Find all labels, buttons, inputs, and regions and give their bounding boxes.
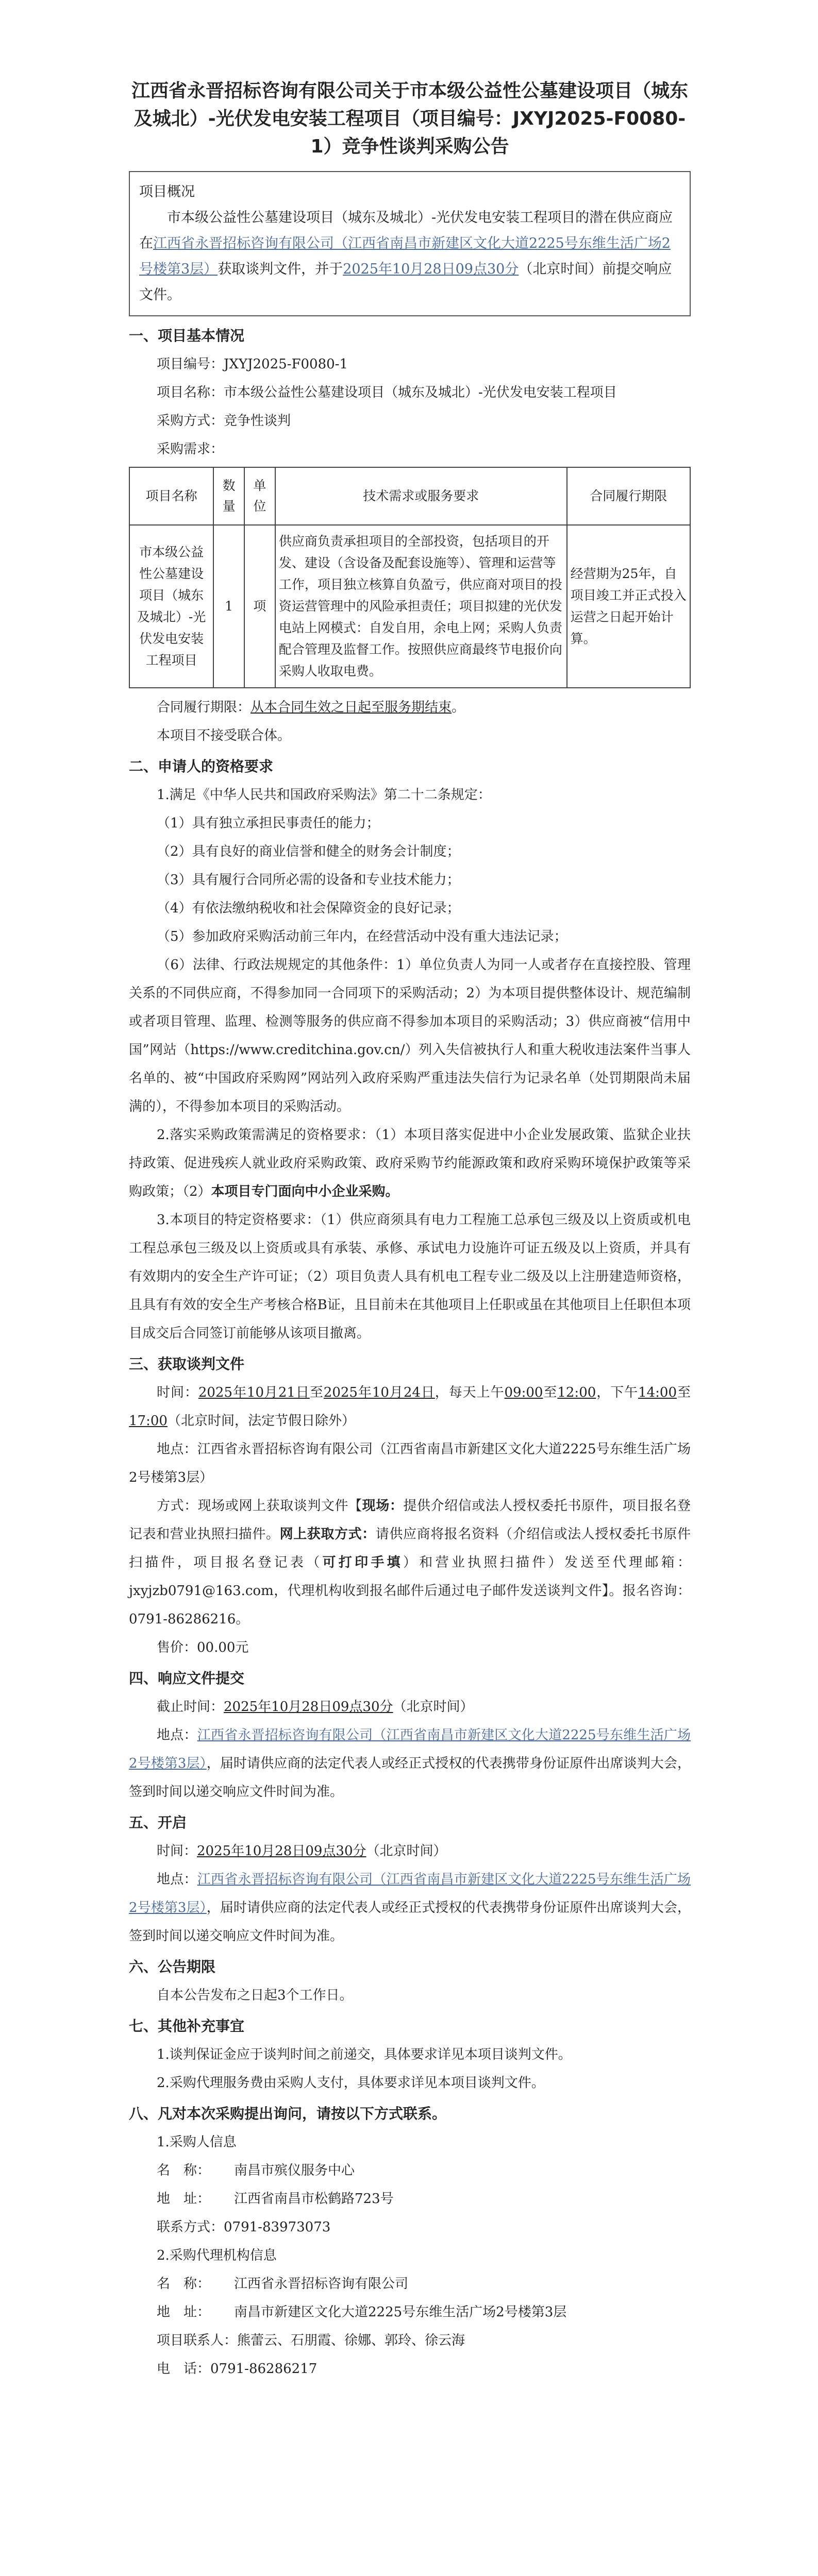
obtain-mode-text: 请供应商将报名资料（介绍信或法人授权委托书原件扫描件，项目报名登记表（	[129, 1527, 691, 1570]
announcement	[129, 77, 691, 2383]
page-title: 江西省永晋招标咨询有限公司关于市本级公益性公墓建设项目（城东及城北）-光伏发电安装工程项目（项目编号：JXYJ2025-F0080-1）竞争性谈判采购公告	[131, 80, 688, 157]
qualification-item: （3）具有履行合同所必需的设备和专业技术能力；	[157, 872, 460, 888]
overview-location: 江西省永晋招标咨询有限公司（江西省南昌市新建区文化大道2225号东维生活广场2号楼第3层）	[139, 235, 671, 277]
consortium-note: 本项目不接受联合体。	[157, 728, 291, 743]
table-cell-unit: 项	[244, 525, 275, 688]
obtain-mode-text: ）和营业执照扫描件）发送至代理邮箱：jxyjzb0791@163.com，代理机构收到报名邮件后通过电子邮件发送谈判文件】。报名咨询：0791-86286216。	[129, 1555, 691, 1627]
section-7-heading: 七、其他补充事宜	[129, 2018, 245, 2035]
obtain-hour: 09:00	[504, 1385, 543, 1400]
section-4-heading: 四、响应文件提交	[129, 1670, 245, 1687]
agent-phone: 电 话：0791-86286217	[157, 2361, 318, 2377]
section-3-heading: 三、获取谈判文件	[129, 1355, 245, 1372]
place-note: ，届时请供应商的法定代表人或经正式授权的代表携带身份证原件出席谈判大会，签到时间以递交响应文件时间为准。	[129, 1756, 691, 1800]
table-cell-name: 市本级公益性公墓建设项目（城东及城北）-光伏发电安装工程项目	[129, 525, 213, 688]
obtain-time-text: 至	[677, 1385, 691, 1400]
buyer-contact: 联系方式：0791-83973073	[157, 2219, 331, 2235]
deadline-tz: （北京时间）	[393, 1699, 474, 1715]
overview-text	[139, 205, 680, 308]
overview-text-part: （北京时间）前提交响应文件。	[139, 261, 672, 303]
buyer-name	[129, 2157, 691, 2185]
opening-place	[129, 1866, 691, 1951]
deadline-label: 截止时间：	[157, 1699, 224, 1715]
notice-period: 自本公告发布之日起3个工作日。	[157, 1988, 353, 2003]
place-address: 江西省永晋招标咨询有限公司（江西省南昌市新建区文化大道2225号东维生活广场2号楼第3层）	[129, 1872, 691, 1916]
opening-time-label: 时间：	[157, 1843, 197, 1859]
obtain-mode-handwrite-note: 可打印手填	[322, 1555, 403, 1570]
qualification-item: （2）具有良好的商业信誉和健全的财务会计制度；	[157, 844, 460, 859]
overview-heading: 项目概况	[139, 184, 195, 200]
obtain-place: 地点：江西省永晋招标咨询有限公司（江西省南昌市新建区文化大道2225号东维生活广场2号楼第3层）	[129, 1442, 691, 1485]
table-header-cell: 单位	[244, 467, 275, 525]
qualification-item: （1）具有独立承担民事责任的能力；	[157, 816, 380, 831]
qualification-item: （4）有依法缴纳税收和社会保障资金的良好记录；	[157, 901, 460, 916]
procurement-method: 采购方式：竞争性谈判	[157, 413, 291, 429]
agent-name-value: 江西省永晋招标咨询有限公司	[234, 2276, 409, 2292]
submission-deadline	[129, 1693, 691, 1721]
obtain-mode-online-label: 网上获取方式：	[279, 1527, 376, 1542]
place-label: 地点：	[157, 1872, 197, 1887]
contract-period-end: 。	[452, 700, 465, 715]
agent-name-label: 名 称：	[157, 2276, 211, 2292]
procurement-demand-label: 采购需求：	[157, 442, 224, 457]
obtain-time-text: 时间：	[157, 1385, 198, 1400]
agent-address-value: 南昌市新建区文化大道2225号东维生活广场2号楼第3层	[234, 2304, 567, 2320]
sme-only-note: 本项目专门面向中小企业采购。	[211, 1184, 399, 1199]
obtain-hour: 17:00	[129, 1413, 168, 1429]
agent-contact-persons: 项目联系人：熊蕾云、石朋霞、徐娜、郭玲、徐云海	[157, 2333, 465, 2348]
place-note: ，届时请供应商的法定代表人或经正式授权的代表携带身份证原件出席谈判大会，签到时间以递交响应文件时间为准。	[129, 1900, 691, 1944]
place-label: 地点：	[157, 1727, 197, 1743]
obtain-mode-text: 方式：现场或网上获取谈判文件【	[157, 1498, 362, 1514]
table-cell-requirement: 供应商负责承担项目的全部投资，包括项目的开发、建设（含设备及配套设施等）、管理和运营等工作，项目独立核算自负盈亏，供应商对项目的投资运营管理中的风险承担责任；项目拟建的光伏发电站上网模式：自发自用，余电上网；采购人负责配合管理及监督工作。按照供应商最终节电报价向采购人收取电费。	[275, 525, 567, 688]
opening-time	[129, 1837, 691, 1866]
project-name: 项目名称：市本级公益性公墓建设项目（城东及城北）-光伏发电安装工程项目	[157, 385, 617, 400]
buyer-name-label: 名 称：	[157, 2163, 211, 2178]
obtain-mode-text: 提供介绍信或法人授权委托书原件，项目报名登记表和营业执照扫描件。	[129, 1498, 691, 1542]
table-header-cell: 数量	[213, 467, 244, 525]
obtain-time-text: （北京时间，法定节假日除外）	[167, 1413, 355, 1429]
agent-name	[129, 2270, 691, 2298]
contract-period	[129, 693, 691, 722]
opening-tz: （北京时间）	[366, 1843, 447, 1859]
obtain-time	[129, 1379, 691, 1435]
project-code: 项目编号：JXYJ2025-F0080-1	[157, 357, 348, 372]
project-overview-box	[129, 171, 691, 316]
agent-heading: 2.采购代理机构信息	[157, 2248, 277, 2263]
table-header-cell: 合同履行期限	[567, 467, 690, 525]
obtain-mode-onsite-label: 现场：	[362, 1498, 404, 1514]
buyer-address	[129, 2185, 691, 2213]
section-8-heading: 八、凡对本次采购提出询问，请按以下方式联系。	[129, 2105, 447, 2122]
opening-date: 2025年10月28日09点30分	[197, 1843, 366, 1859]
qualification-item: （6）法律、行政法规规定的其他条件：1）单位负责人为同一人或者存在直接控股、管理关系的不同供应商，不得参加同一合同项下的采购活动；2）为本项目提供整体设计、规范编制或者项目管理、监理、检测等服务的供应商不得参加本项目的采购活动；3）供应商被“信用中国”网站（https://www.creditchina.gov.cn/）列入失信被执行人和重大税收违法案件当事人名单的、被“中国政府采购网”网站列入政府采购严重违法失信行为记录名单（处罚期限尚未届满的），不得参加本项目的采购活动。	[129, 957, 691, 1114]
buyer-heading: 1.采购人信息	[157, 2134, 237, 2150]
table-cell-period: 经营期为25年，自项目竣工并正式投入运营之日起开始计算。	[567, 525, 690, 688]
policy-text: 2.落实采购政策需满足的资格要求：（1）本项目落实促进中小企业发展政策、监狱企业扶持政策、促进残疾人就业政府采购政策、政府采购节约能源政策和政府采购环境保护政策等采购政策；（2）	[129, 1127, 691, 1199]
overview-text-part: 市本级公益性公墓建设项目（城东及城北）-光伏发电安装工程项目的潜在供应商应在	[139, 210, 673, 251]
obtain-time-text: 至	[543, 1385, 558, 1400]
table-row	[129, 525, 690, 688]
place-address: 江西省永晋招标咨询有限公司（江西省南昌市新建区文化大道2225号东维生活广场2号楼第3层）	[129, 1727, 691, 1771]
section-2-heading: 二、申请人的资格要求	[129, 758, 274, 775]
buyer-address-value: 江西省南昌市松鹤路723号	[234, 2191, 394, 2207]
obtain-date: 2025年10月21日	[198, 1385, 310, 1400]
section-1-heading: 一、项目基本情况	[129, 327, 245, 344]
supplementary-item: 1.谈判保证金应于谈判时间之前递交，具体要求详见本项目谈判文件。	[157, 2047, 572, 2062]
obtain-date: 2025年10月24日	[323, 1385, 435, 1400]
policy-requirements	[129, 1121, 691, 1206]
table-header-row	[129, 467, 690, 525]
agent-address-label: 地 址：	[157, 2304, 211, 2320]
agent-address	[129, 2298, 691, 2327]
obtain-time-text: ，下午	[596, 1385, 639, 1400]
overview-deadline: 2025年10月28日09点30分	[343, 261, 519, 277]
obtain-hour: 12:00	[557, 1385, 596, 1400]
requirements-table	[129, 467, 691, 688]
table-cell-qty: 1	[213, 525, 244, 688]
section-5-heading: 五、开启	[129, 1814, 187, 1831]
submission-place	[129, 1721, 691, 1806]
supplementary-item: 2.采购代理服务费由采购人支付，具体要求详见本项目谈判文件。	[157, 2075, 545, 2091]
buyer-address-label: 地 址：	[157, 2191, 211, 2207]
table-header-cell: 技术需求或服务要求	[275, 467, 567, 525]
table-header-cell: 项目名称	[129, 467, 213, 525]
contract-period-value: 从本合同生效之日起至服务期结束	[251, 700, 452, 715]
specific-requirements: 3.本项目的特定资格要求：（1）供应商须具有电力工程施工总承包三级及以上资质或机电工程总承包三级及以上资质或具有承装、承修、承试电力设施许可证五级及以上资质，并具有有效期内的安全生产许可证；（2）项目负责人具有机电工程专业二级及以上注册建造师资格，且具有有效的安全生产考核合格B证，且目前未在其他项目上任职或虽在其他项目上任职但本项目成交后合同签订前能够从该项目撤离。	[129, 1212, 691, 1341]
buyer-name-value: 南昌市殡仪服务中心	[234, 2163, 355, 2178]
obtain-time-text: ，每天上午	[435, 1385, 505, 1400]
obtain-hour: 14:00	[638, 1385, 677, 1400]
contract-period-label: 合同履行期限：	[157, 700, 251, 715]
obtain-time-text: 至	[309, 1385, 324, 1400]
deadline-date: 2025年10月28日09点30分	[224, 1699, 393, 1715]
obtain-mode	[129, 1492, 691, 1634]
qualification-item: （5）参加政府采购活动前三年内，在经营活动中没有重大违法记录；	[157, 929, 567, 944]
document-price: 售价：00.00元	[157, 1640, 249, 1655]
qualification-intro: 1.满足《中华人民共和国政府采购法》第二十二条规定：	[157, 787, 491, 803]
section-6-heading: 六、公告期限	[129, 1958, 216, 1975]
overview-text-part: 获取谈判文件，并于	[218, 261, 343, 277]
